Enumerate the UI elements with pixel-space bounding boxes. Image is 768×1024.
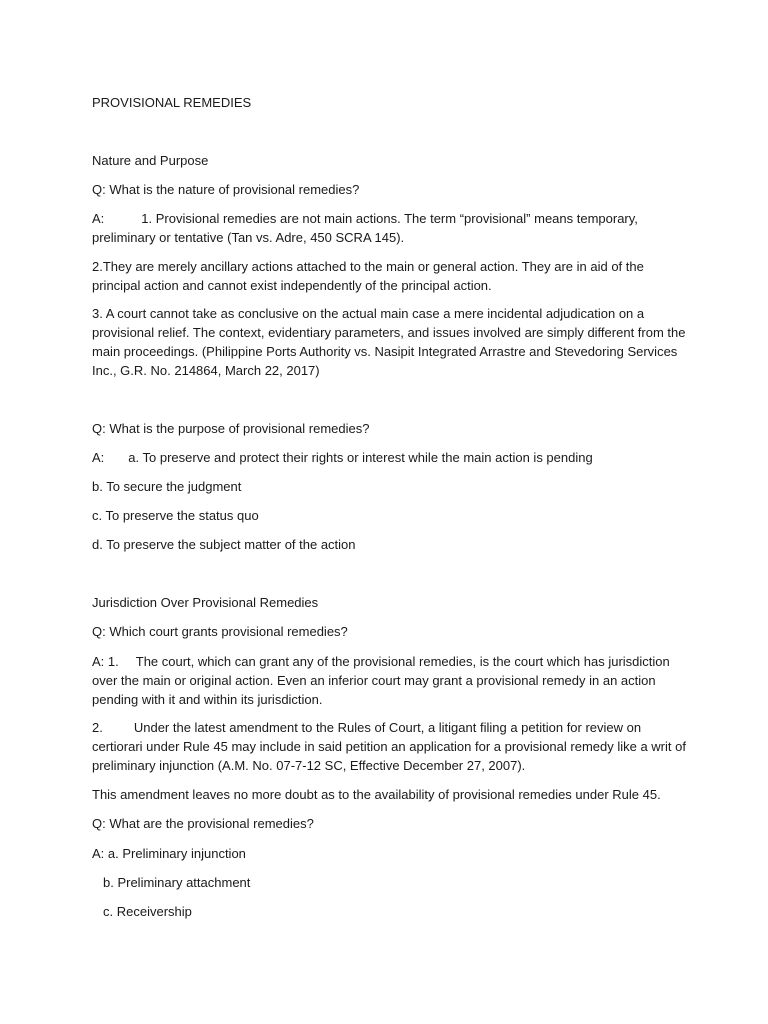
answer-nature-3-line3: main proceedings. (Philippine Ports Authority vs. Nasipit Integrated Arrastre and Stevedoring Services [92,344,678,359]
section-heading-jurisdiction: Jurisdiction Over Provisional Remedies [92,595,319,610]
jurisdiction-note: This amendment leaves no more doubt as to the availability of provisional remedies under Rule 45. [92,787,661,802]
answer-nature-2-line2: principal action and cannot exist independently of the principal action. [92,278,492,293]
answer-text: 1. Provisional remedies are not main actions. The term “provisional” means temporary, [141,211,638,226]
answer-jurisdiction-2-line2: certiorari under Rule 45 may include in said petition an application for a provisional remedy like a writ of [92,739,686,754]
answer-nature-3-line2: provisional relief. The context, evidentiary parameters, and issues involved are simply different from the [92,325,686,340]
answer-remedies-c: c. Receivership [103,904,192,919]
answer-purpose-b: b. To secure the judgment [92,479,242,494]
answer-jurisdiction-2-line1 [92,719,641,737]
answer-text: Under the latest amendment to the Rules of Court, a litigant filing a petition for review on [133,720,642,735]
question-jurisdiction: Q: Which court grants provisional remedies? [92,624,348,639]
answer-purpose-a [92,449,593,467]
answer-jurisdiction-1-line3: pending with it and within its jurisdiction. [92,692,323,707]
answer-jurisdiction-1-line2: over the main or original action. Even an inferior court may grant a provisional remedy in an action [92,673,656,688]
section-heading-nature: Nature and Purpose [92,153,209,168]
question-remedies: Q: What are the provisional remedies? [92,816,314,831]
answer-jurisdiction-1-line1 [92,653,670,671]
answer-nature-2-line1: 2.They are merely ancillary actions attached to the main or general action. They are in aid of the [92,259,644,274]
answer-text: a. To preserve and protect their rights or interest while the main action is pending [128,450,593,465]
answer-nature-1-line1 [92,210,638,228]
answer-nature-1-line2: preliminary or tentative (Tan vs. Adre, 450 SCRA 145). [92,230,405,245]
answer-purpose-d: d. To preserve the subject matter of the action [92,537,356,552]
answer-purpose-c: c. To preserve the status quo [92,508,259,523]
answer-label: A: [92,211,105,226]
answer-text: The court, which can grant any of the provisional remedies, is the court which has jurisdiction [135,654,670,669]
question-purpose: Q: What is the purpose of provisional remedies? [92,421,370,436]
answer-remedies-b: b. Preliminary attachment [103,875,251,890]
answer-nature-3-line1: 3. A court cannot take as conclusive on the actual main case a mere incidental adjudication on a [92,306,645,321]
answer-label: A: [92,450,105,465]
answer-remedies-a: A: a. Preliminary injunction [92,846,246,861]
answer-label: 2. [92,720,103,735]
document-title: PROVISIONAL REMEDIES [92,95,252,110]
answer-label: A: 1. [92,654,119,669]
question-nature: Q: What is the nature of provisional remedies? [92,182,360,197]
answer-nature-3-line4: Inc., G.R. No. 214864, March 22, 2017) [92,363,320,378]
answer-jurisdiction-2-line3: preliminary injunction (A.M. No. 07-7-12 SC, Effective December 27, 2007). [92,758,526,773]
